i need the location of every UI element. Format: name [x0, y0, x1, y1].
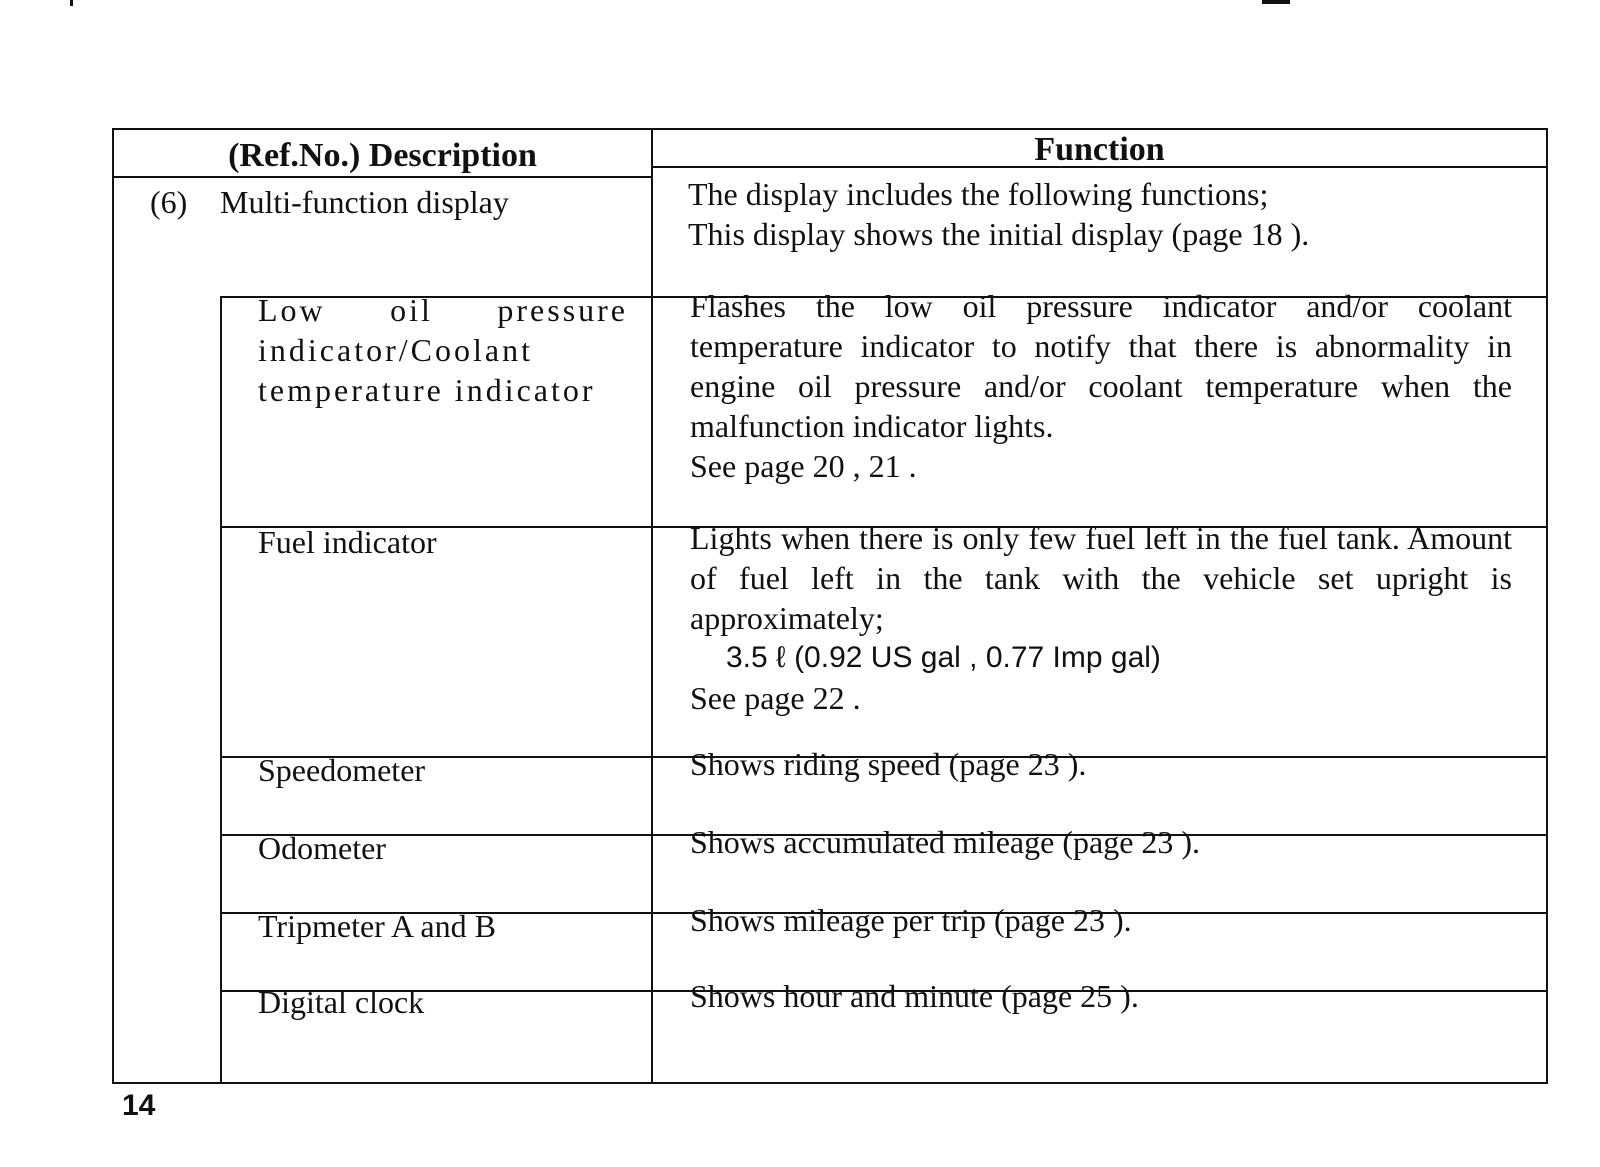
item-function-main: [688, 174, 1508, 254]
function-text: Lights when there is only few fuel left in the fuel tank. Amount of fuel left in the tank with the vehicle set upright is approximately;: [690, 520, 1512, 636]
item-function: [690, 518, 1512, 718]
fuel-amount: 3.5 ℓ (0.92 US gal , 0.77 Imp gal): [726, 641, 1161, 674]
item-description: Fuel indicator: [258, 524, 437, 560]
item-description: Digital clock: [258, 984, 425, 1020]
page-edge-mark: [1262, 0, 1290, 4]
item-function: Shows accumulated mileage (page 23 ).: [690, 824, 1201, 860]
item-function: Shows mileage per trip (page 23 ).: [690, 902, 1132, 938]
column-divider: [651, 130, 653, 1082]
page-edge-mark: [70, 0, 73, 6]
item-function: Shows riding speed (page 23 ).: [690, 746, 1087, 782]
item-function: Shows hour and minute (page 25 ).: [690, 978, 1139, 1014]
item-function: [690, 286, 1512, 486]
column-header-description: (Ref.No.) Description: [228, 137, 537, 174]
item-description: Tripmeter A and B: [258, 908, 496, 944]
item-description: Low oil pressure indicator/Coolant temperature indicator: [258, 292, 628, 408]
item-description: Odometer: [258, 830, 386, 866]
function-line: The display includes the following functions;: [688, 176, 1269, 212]
subitem-border: [220, 296, 222, 1082]
item-description: Speedometer: [258, 752, 426, 788]
ref-number: (6): [150, 184, 188, 220]
function-page-ref: See page 20 , 21 .: [690, 448, 917, 484]
function-table: [112, 128, 1548, 1084]
column-header-function: Function: [1034, 131, 1165, 168]
function-page-ref: See page 22 .: [690, 680, 861, 716]
header-rule: [114, 176, 651, 178]
page-number: 14: [122, 1089, 156, 1122]
function-text: Flashes the low oil pressure indicator and/or coolant temperature indicator to notify that there is abnormality in engine oil pressure and/or coolant temperature when the malfunction indicator lights.: [690, 288, 1512, 444]
item-description-main: Multi-function display: [220, 184, 509, 220]
function-line: This display shows the initial display (page 18 ).: [688, 216, 1310, 252]
